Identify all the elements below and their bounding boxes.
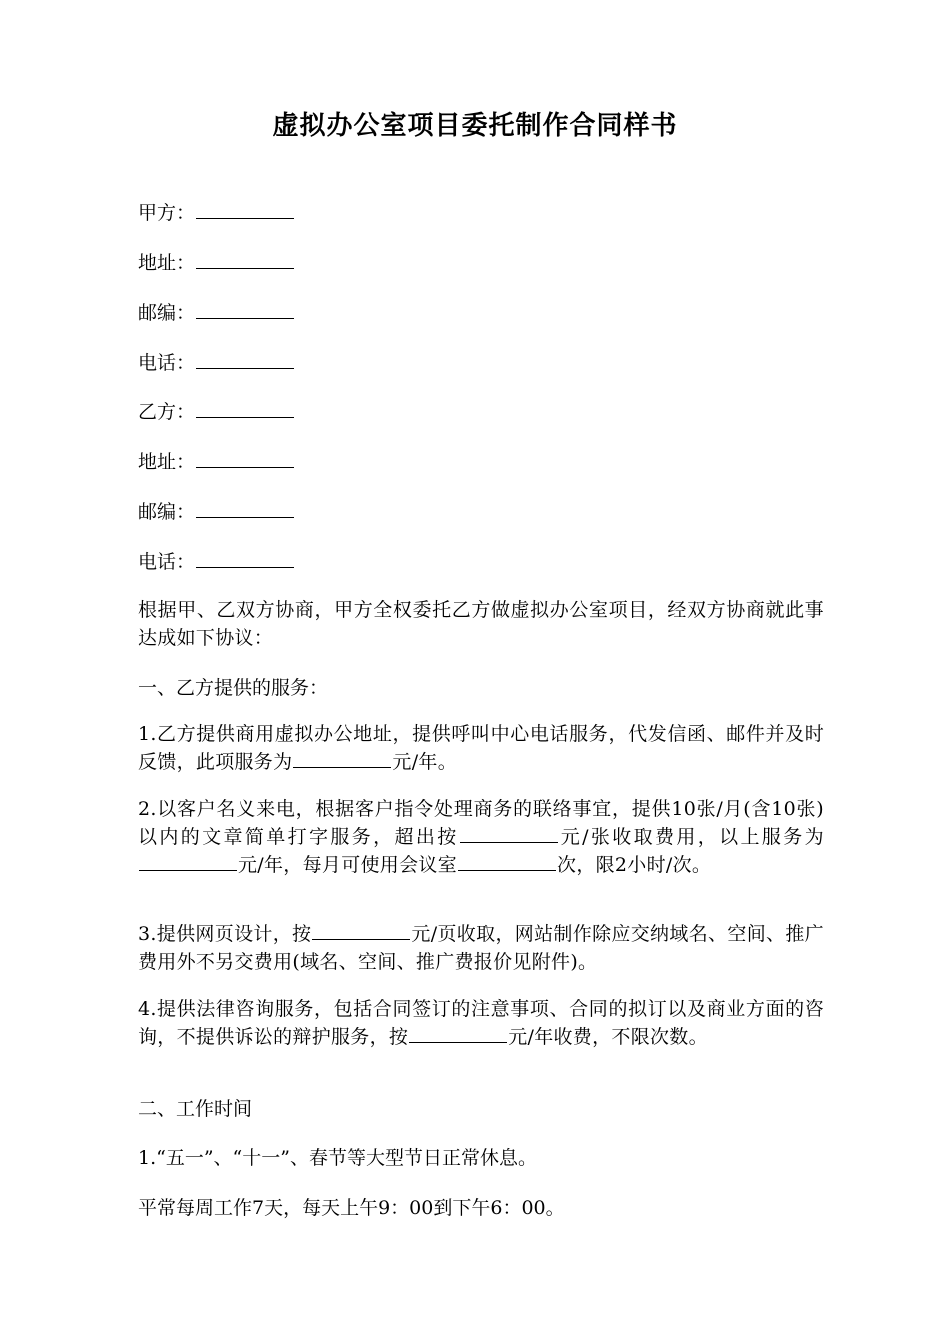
service-item-2-fee-blank: [139, 852, 237, 871]
party-b-postcode-blank: [196, 499, 294, 518]
section1-heading: 一、乙方提供的服务：: [138, 677, 329, 699]
party-b-address-field: [138, 449, 295, 475]
service-item-1-fee-blank: [293, 749, 391, 768]
party-b-phone-label: 电话：: [138, 551, 196, 573]
service-item-3-text: 3.提供网页设计，按: [138, 923, 312, 945]
party-b-address-blank: [196, 449, 294, 468]
work-time-item-2: 平常每周工作7天，每天上午9：00到下午6：00。: [138, 1197, 565, 1219]
work-time-item-1: 1.“五一”、“十一”、春节等大型节日正常休息。: [138, 1147, 537, 1169]
party-a-postcode-field: [138, 300, 295, 326]
service-item-2-text-c: 元/年，每月可使用会议室: [238, 854, 458, 876]
party-b-postcode-label: 邮编：: [138, 501, 196, 523]
party-a-address-field: [138, 250, 295, 276]
party-a-phone-field: [138, 350, 295, 376]
service-item-1-text: 1.乙方提供商用虚拟办公地址，提供呼叫中心电话服务，代发信函、邮件并及时反馈，此项服务为: [138, 723, 824, 773]
party-a-name-label: 甲方：: [138, 202, 196, 224]
party-b-name-field: [138, 399, 295, 425]
service-item-2-text-b: 元/张收取费用，以上服务为: [558, 826, 824, 848]
party-b-address-label: 地址：: [138, 451, 196, 473]
service-item-3-text-b: 元/页收取，网站制作除应交纳域名、空间、推广费用外不另交费用(域名、空间、推广费报价见附件)。: [138, 923, 824, 973]
service-item-2-text-d: 次，限2小时/次。: [557, 854, 712, 876]
party-a-phone-label: 电话：: [138, 352, 196, 374]
service-item-4-fee-blank: [409, 1024, 507, 1043]
document-title: 虚拟办公室项目委托制作合同样书: [272, 111, 678, 141]
party-a-postcode-label: 邮编：: [138, 302, 196, 324]
service-item-4: [138, 995, 824, 1051]
party-a-postcode-blank: [196, 300, 294, 319]
service-item-2-text: 2.以客户名义来电，根据客户指令处理商务的联络事宜，提供10张/月(含10张)以内的文章简单打字服务，超出按: [138, 798, 824, 848]
service-item-2-meeting-blank: [458, 852, 556, 871]
party-b-postcode-field: [138, 499, 295, 525]
party-b-name-label: 乙方：: [138, 401, 196, 423]
section2-heading: 二、工作时间: [138, 1098, 253, 1120]
service-item-2-overage-blank: [460, 824, 558, 843]
service-item-3-fee-blank: [312, 921, 410, 940]
party-b-phone-blank: [196, 549, 294, 568]
party-a-name-blank: [196, 200, 294, 219]
intro-paragraph: 根据甲、乙双方协商，甲方全权委托乙方做虚拟办公室项目，经双方协商就此事达成如下协议：: [138, 599, 824, 649]
party-b-phone-field: [138, 549, 295, 575]
party-a-address-label: 地址：: [138, 252, 196, 274]
party-a-address-blank: [196, 250, 294, 269]
service-item-3: [138, 920, 824, 976]
party-a-phone-blank: [196, 350, 294, 369]
service-item-1-unit: 元/年。: [392, 751, 458, 773]
service-item-4-text: 4.提供法律咨询服务，包括合同签订的注意事项、合同的拟订以及商业方面的咨询，不提供诉讼的辩护服务，按: [138, 998, 824, 1048]
service-item-2: [138, 795, 824, 879]
service-item-4-text-b: 元/年收费，不限次数。: [508, 1026, 708, 1048]
party-b-name-blank: [196, 399, 294, 418]
service-item-1: [138, 720, 824, 776]
party-a-name-field: [138, 200, 295, 226]
